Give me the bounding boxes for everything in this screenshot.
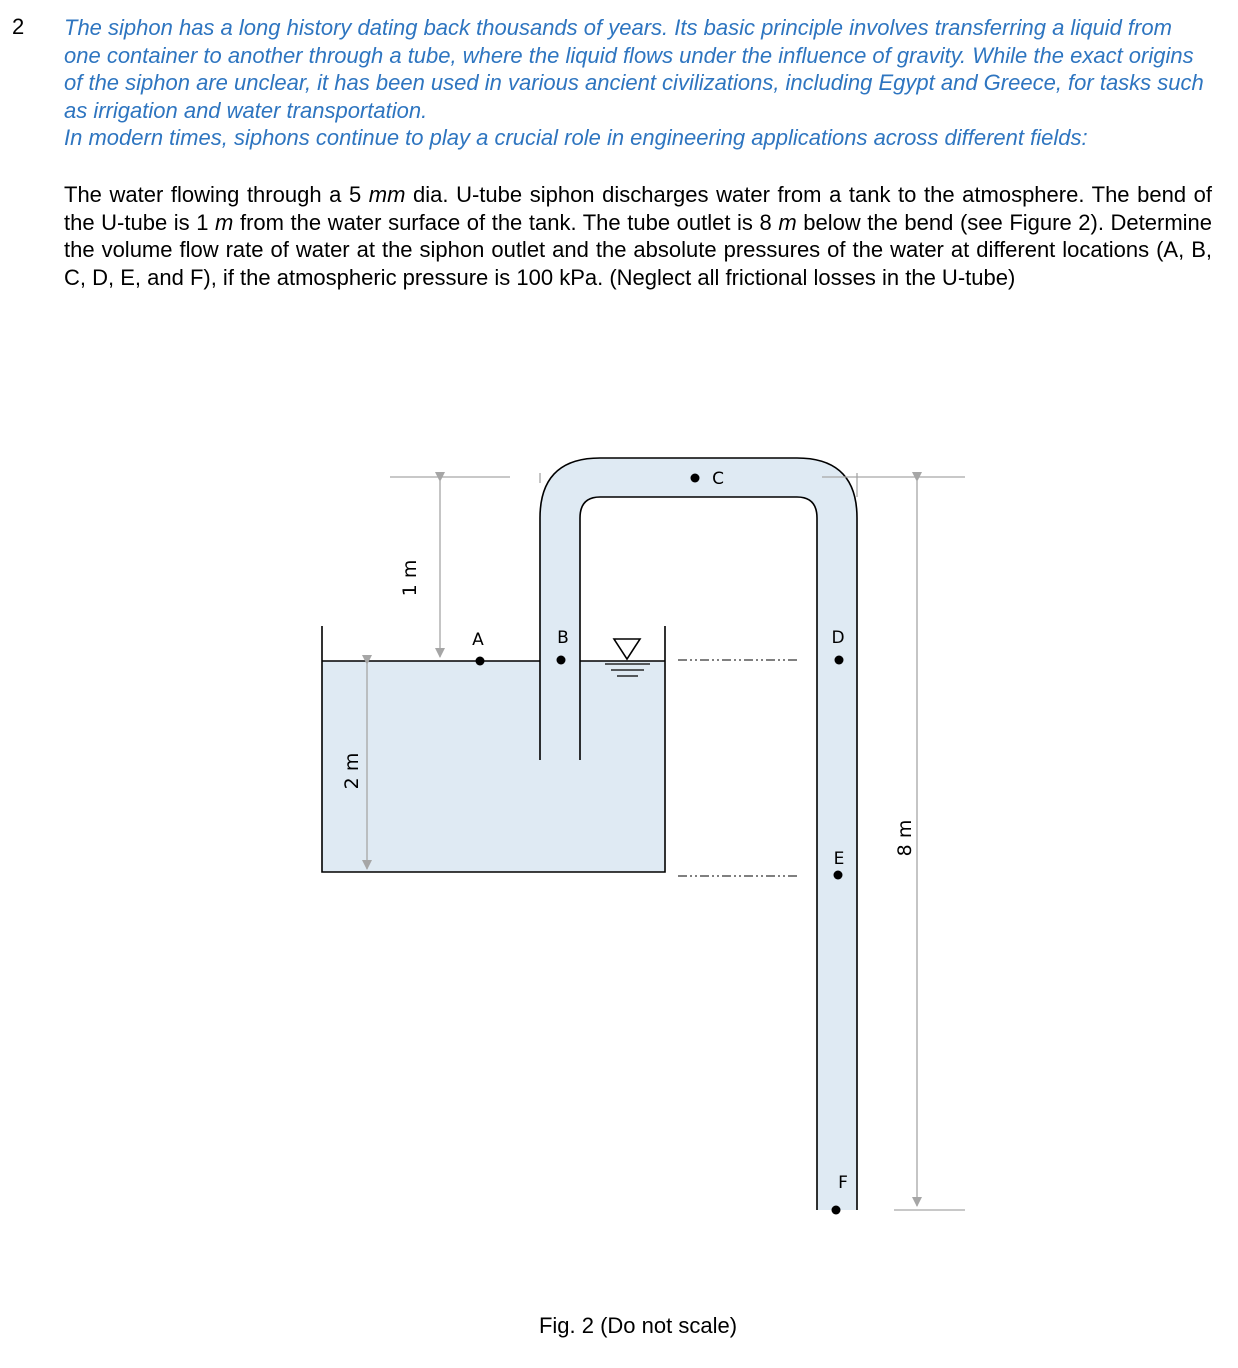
unit-m-1: m: [215, 209, 234, 235]
question-number: 2: [12, 14, 25, 39]
dimension-label-1m: 1 m: [399, 559, 421, 597]
point-a-marker: [476, 657, 485, 666]
dimension-label-2m: 2 m: [341, 752, 363, 790]
intro-paragraph-2: In modern times, siphons continue to play a crucial role in engineering applications across different fields:: [64, 125, 1088, 150]
point-b-marker: [557, 656, 566, 665]
dimension-label-8m: 8 m: [894, 819, 916, 857]
point-c-label: C: [712, 469, 724, 489]
unit-m-2: m: [778, 209, 797, 235]
problem-text-2: dia. U-tube siphon discharges water from a tank to the atmosphere. The bend of the U-tube is 1: [64, 182, 1213, 235]
problem-text-4: below the bend (see Figure 2). Determine the volume flow rate of water at the siphon outlet and the absolute pressures of the water at different locations (A, B, C, D, E, and F), if the atmospheric pressure is 100 kPa. (Neglect all frictional losses in the U-tube): [64, 209, 1212, 290]
point-e-label: E: [833, 849, 845, 869]
point-d-marker: [835, 656, 844, 665]
intro-paragraph-1: The siphon has a long history dating back thousands of years. Its basic principle involves transferring a liquid from one container to another through a tube, where the liquid flows under the influence of gravity. While the exact origins of the siphon are unclear, it has been used in various ancient civilizations, including Egypt and Greece, for tasks such as irrigation and water transportation.: [64, 15, 1204, 123]
point-a-label: A: [472, 630, 484, 650]
figure-caption: Fig. 2 (Do not scale): [538, 1313, 738, 1338]
problem-text-1: The water flowing through a 5: [64, 182, 369, 207]
tank-water: [322, 661, 664, 872]
point-f-marker: [832, 1206, 841, 1215]
free-surface-symbol: [605, 639, 650, 676]
point-f-label: F: [838, 1173, 848, 1193]
point-e-marker: [834, 871, 843, 880]
point-d-label: D: [831, 628, 845, 648]
problem-text-3: from the water surface of the tank. The tube outlet is 8: [233, 209, 779, 235]
point-c-marker: [691, 474, 700, 483]
point-b-label: B: [557, 628, 569, 648]
unit-mm: mm: [368, 182, 406, 207]
